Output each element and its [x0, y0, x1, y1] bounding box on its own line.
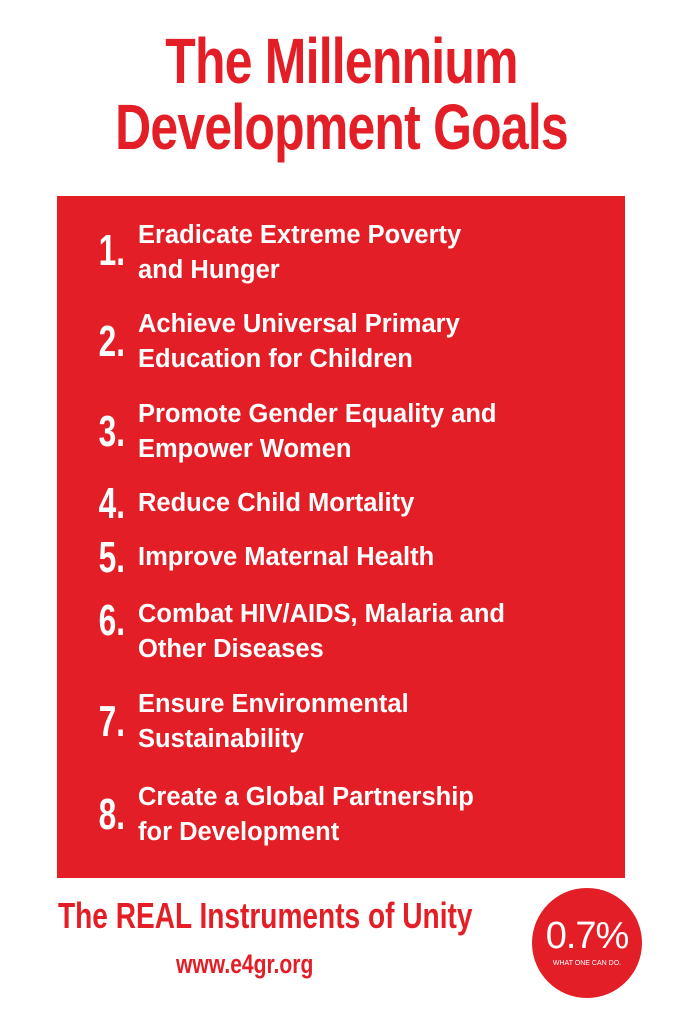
goal-text	[138, 687, 608, 757]
goal-text-line-1: Improve Maternal Health	[138, 543, 435, 571]
goals-panel	[57, 196, 625, 878]
goal-text-line-1: Ensure Environmental	[138, 690, 409, 718]
goal-text-line-1: Eradicate Extreme Poverty	[138, 221, 462, 249]
goal-text-line-2: for Development	[138, 818, 340, 846]
goal-text-line-1: Combat HIV/AIDS, Malaria and	[138, 600, 505, 628]
goal-number: 7.	[98, 697, 125, 746]
goal-text-line-2: and Hunger	[138, 256, 280, 284]
goal-text-line-2: Sustainability	[138, 725, 304, 753]
badge-value: 0.7%	[545, 915, 629, 957]
title-line-2: Development Goals	[115, 91, 568, 163]
goal-number: 6.	[98, 596, 125, 645]
goal-text	[138, 486, 608, 521]
goal-text	[138, 397, 608, 467]
percentage-badge	[532, 888, 642, 998]
goal-text-line-1: Achieve Universal Primary	[138, 310, 460, 338]
poster-title	[0, 25, 683, 163]
goal-number: 3.	[98, 407, 125, 456]
badge-caption: WHAT ONE CAN DO.	[552, 960, 622, 967]
footer-tagline: The REAL Instruments of Unity	[58, 895, 473, 936]
goal-text	[138, 307, 608, 377]
goal-number: 4.	[98, 479, 125, 528]
goal-text	[138, 218, 608, 288]
goal-number: 1.	[98, 226, 125, 275]
goal-text-line-2: Education for Children	[138, 345, 413, 373]
goal-number: 5.	[98, 533, 125, 582]
goal-text	[138, 780, 608, 850]
goal-text-line-1: Create a Global Partnership	[138, 783, 474, 811]
goal-text	[138, 597, 608, 667]
goal-text-line-1: Promote Gender Equality and	[138, 400, 497, 428]
goal-text-line-1: Reduce Child Mortality	[138, 489, 415, 517]
goal-text-line-2: Empower Women	[138, 435, 352, 463]
footer-url: www.e4gr.org	[176, 949, 314, 979]
goal-number: 8.	[98, 790, 125, 839]
goal-text	[138, 540, 608, 575]
goal-number: 2.	[98, 317, 125, 366]
title-line-1: The Millennium	[165, 25, 518, 97]
goal-text-line-2: Other Diseases	[138, 635, 324, 663]
